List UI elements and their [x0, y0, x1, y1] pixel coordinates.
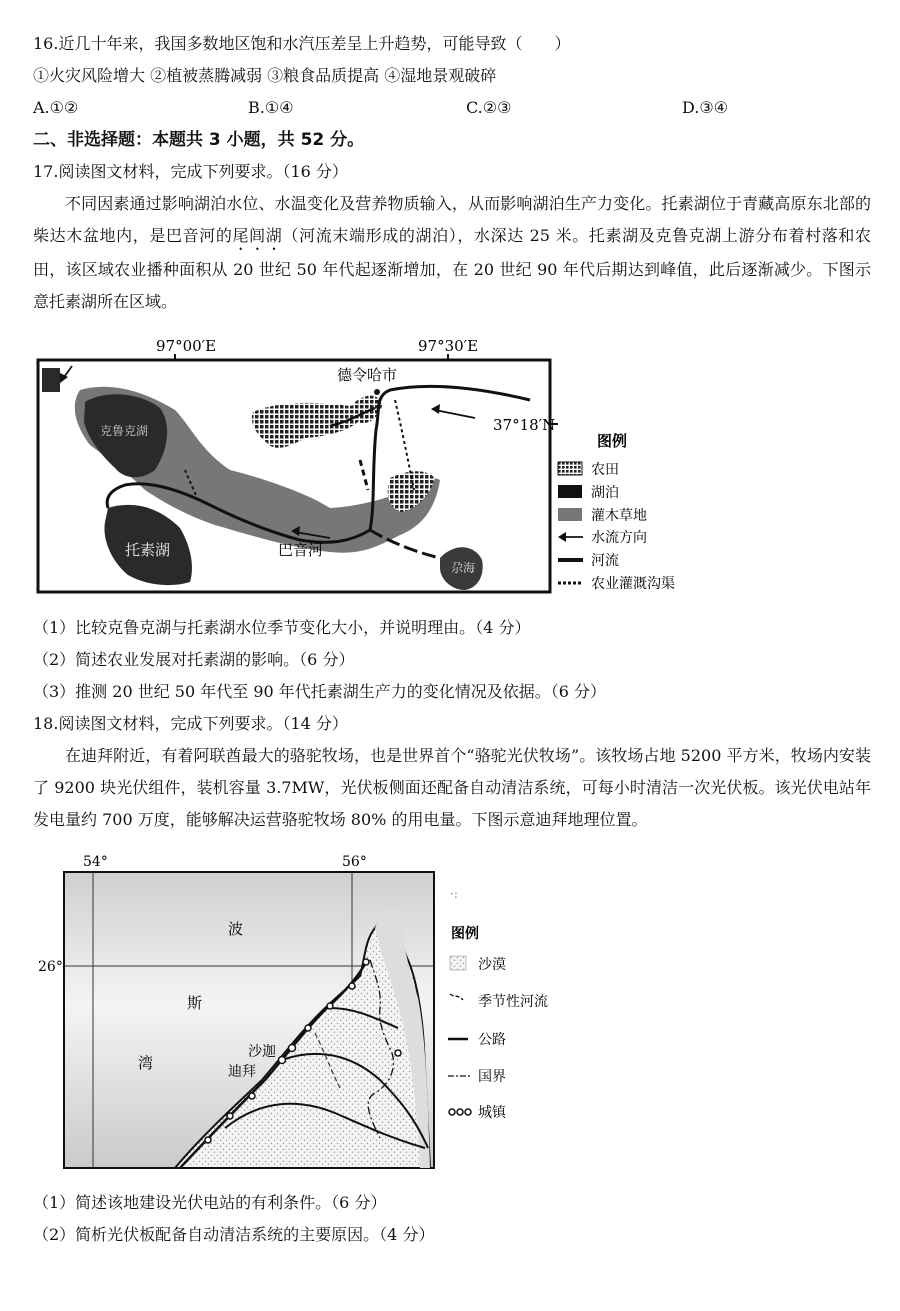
tuosu-lake-map [30, 330, 710, 600]
map1-lon-97-00: 97°00′E [156, 337, 217, 355]
map1-river-label: 巴音河 [278, 541, 324, 559]
q17-paragraph [33, 188, 871, 318]
map1-legend-title: 图例 [597, 432, 628, 450]
map1-legend-farmland: 农田 [591, 462, 619, 478]
q16-option-c: C.②③ [466, 98, 512, 117]
q18-question-2: （2）简析光伏板配备自动清洁系统的主要原因。（4 分） [33, 1225, 435, 1244]
map1-city-label: 德令哈市 [337, 366, 398, 384]
map1-lake3-label: 尕海 [451, 561, 476, 575]
dubai-location-map [30, 848, 570, 1178]
map1-lake1-label: 克鲁克湖 [100, 424, 149, 438]
map2-lon-54: 54° [83, 854, 108, 870]
q16-items: ①火灾风险增大 ②植被蒸腾减弱 ③粮食品质提高 ④湿地景观破碎 [33, 66, 497, 85]
map2-city-dubai: 迪拜 [228, 1064, 256, 1080]
map2-city-sharjah: 沙迦 [248, 1044, 276, 1060]
map2-legend-seasonal-river: 季节性河流 [478, 994, 548, 1010]
q16-option-b: B.①④ [248, 98, 294, 117]
q16-option-a: A.①② [33, 98, 79, 117]
map1-lat-37-18: 37°18′N [493, 416, 556, 434]
q16-option-d: D.③④ [682, 98, 729, 117]
q18-paragraph: 在迪拜附近，有着阿联酋最大的骆驼牧场，也是世界首个“骆驼光伏牧场”。该牧场占地 5200 平方米，牧场内安装了 9200 块光伏组件，装机容量 3.7MW，光伏板侧面还配备自动清洁系统，可每小时清洁一次光伏板。该光伏电站年发电量约 700 万度，能够解决运营骆驼牧场 80% 的用电量。下图示意迪拜地理位置。 [33, 746, 871, 829]
map1-legend-grassland: 灌木草地 [591, 508, 647, 524]
map2-legend-title: 图例 [451, 926, 479, 942]
map1-legend-lake: 湖泊 [591, 485, 619, 501]
section-heading: 二、非选择题：本题共 3 小题，共 52 分。 [33, 130, 365, 150]
map1-legend-river: 河流 [591, 553, 619, 569]
small-lake-nw [42, 368, 60, 392]
q16-stem: 16.近几十年来，我国多数地区饱和水汽压差呈上升趋势，可能导致（ ） [33, 34, 571, 53]
map1-legend-flow: 水流方向 [591, 530, 647, 546]
q17-title: 17.阅读图文材料，完成下列要求。（16 分） [33, 162, 348, 181]
map2-legend-town: 城镇 [478, 1105, 506, 1121]
map1-lake2-label: 托素湖 [125, 541, 171, 559]
delingha-city-dot [374, 389, 380, 395]
q18-title: 18.阅读图文材料，完成下列要求。（14 分） [33, 714, 348, 733]
q17-question-2: （2）简述农业发展对托素湖的影响。（6 分） [33, 650, 355, 669]
svg-text:·:: ·: [450, 887, 458, 901]
map2-lat-26: 26° [38, 959, 63, 975]
q17-question-3: （3）推测 20 世纪 50 年代至 90 年代托素湖生产力的变化情况及依据。（6 分） [33, 682, 607, 701]
map2-legend-desert: 沙漠 [478, 957, 506, 973]
q17-para-b: （河流末端形成的湖泊），水深达 25 米。托素湖及克鲁克湖上游分布着村落和农田，该区域农业播种面积从 20 世纪 50 年代起逐渐增加，在 20 世纪 90 年代后期达到峰值，此后逐渐减少。下图示意托素湖所在区域。 [33, 226, 871, 311]
map2-sea-label-1: 波 [228, 920, 244, 938]
q17-para-emph: 尾闾湖 [232, 226, 283, 245]
map2-legend-road: 公路 [478, 1032, 506, 1048]
map1-legend [558, 432, 675, 592]
q18-question-1: （1）简述该地建设光伏电站的有利条件。（6 分） [33, 1193, 387, 1212]
map2-sea-label-2: 斯 [187, 994, 203, 1012]
q17-question-1: （1）比较克鲁克湖与托素湖水位季节变化大小，并说明理由。（4 分） [33, 618, 531, 637]
map2-legend-border: 国界 [478, 1069, 506, 1085]
map2-lon-56: 56° [342, 854, 367, 870]
map1-legend-canal: 农业灌溉沟渠 [591, 576, 675, 592]
q17-para-a: 不同因素通过影响湖泊水位、水温变化及营养物质输入，从而影响湖泊生产力变化。托素湖位于青藏高原东北部的柴达木盆地内，是巴音河的 [33, 194, 871, 245]
map1-lon-97-30: 97°30′E [418, 337, 479, 355]
map2-sea-label-3: 湾 [138, 1054, 154, 1072]
map2-legend [448, 887, 548, 1121]
